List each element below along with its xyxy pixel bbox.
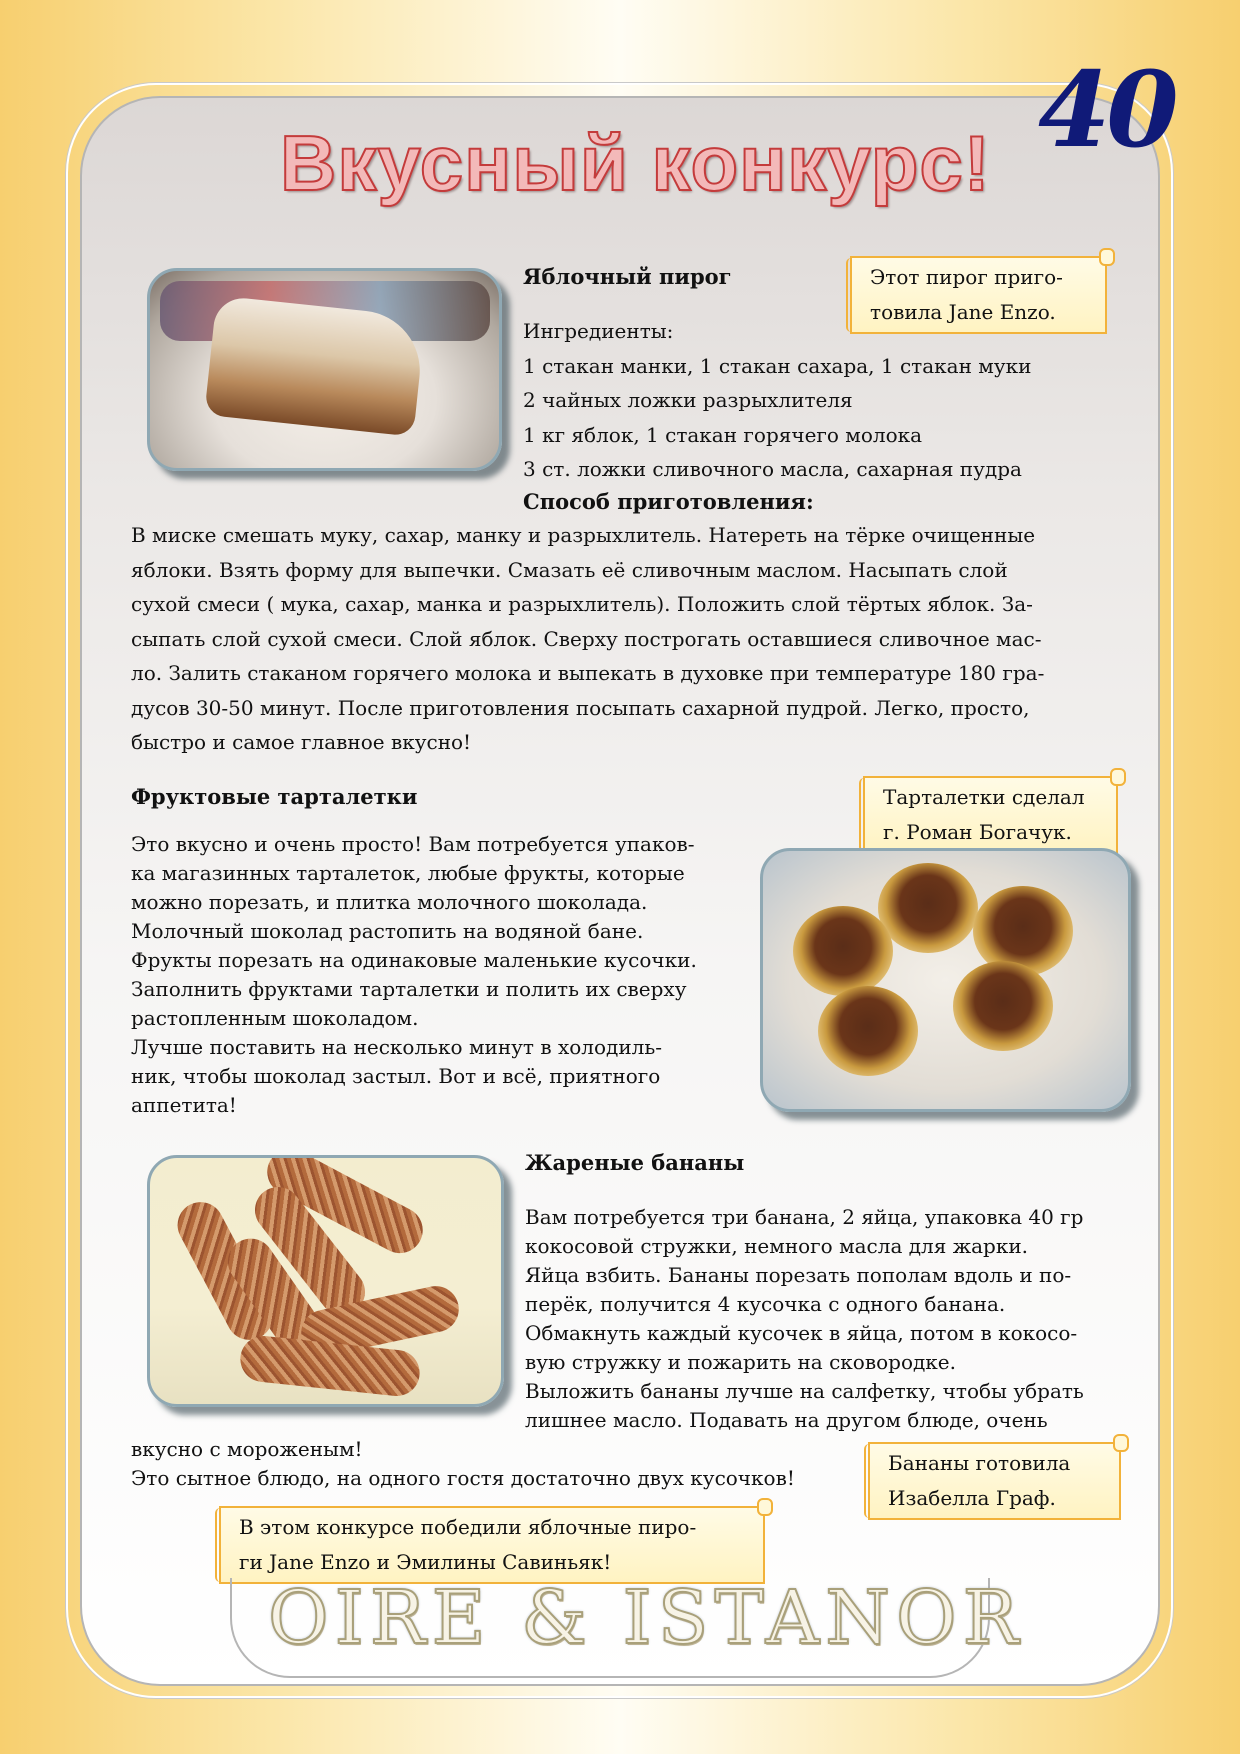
recipe1-author-note	[850, 256, 1107, 334]
note-line: В этом конкурсе победили яблочные пиро-	[239, 1515, 697, 1539]
page-title: Вкусный конкурс!	[280, 119, 991, 207]
recipe1-method	[131, 518, 1121, 760]
body-line: растопленным шоколадом.	[131, 1006, 419, 1030]
body-line: вкусно с мороженым!	[131, 1437, 363, 1461]
method-line: ло. Залить стаканом горячего молока и выпекать в духовке при температуре 180 гра-	[131, 661, 1045, 685]
page-number: 40	[1038, 48, 1175, 171]
body-line: Молочный шоколад растопить на водяной бане.	[131, 919, 644, 943]
body-line: Фрукты порезать на одинаковые маленькие кусочки.	[131, 948, 697, 972]
ingredients-line: 1 кг яблок, 1 стакан горячего молока	[523, 422, 923, 447]
note-line: ги Jane Enzo и Эмилины Савиньяк!	[239, 1550, 612, 1574]
body-line: Выложить бананы лучше на салфетку, чтобы убрать	[525, 1379, 1084, 1403]
recipe1-ingredients	[523, 314, 1031, 487]
method-line: быстро и самое главное вкусно!	[131, 730, 472, 754]
body-line: можно порезать, и плитка молочного шоколада.	[131, 890, 648, 914]
body-line: Лучше поставить на несколько минут в холодиль-	[131, 1035, 663, 1059]
body-line: вую стружку и пожарить на сковородке.	[525, 1350, 956, 1374]
ingredients-line: Ингредиенты:	[523, 319, 674, 343]
body-line: перёк, получится 4 кусочка с одного банана.	[525, 1292, 1006, 1316]
method-line: дусов 30-50 минут. После приготовления посыпать сахарной пудрой. Легко, просто,	[131, 695, 1030, 720]
ingredients-line: 2 чайных ложки разрыхлителя	[523, 388, 853, 412]
recipe2-author-note	[863, 776, 1118, 854]
body-line: Вам потребуется три банана, 2 яйца, упаковка 40 гр	[525, 1205, 1084, 1229]
body-line: Обмакнуть каждый кусочек в яйца, потом в кокосо-	[525, 1321, 1078, 1345]
recipe1-title: Яблочный пирог	[523, 264, 732, 289]
body-line: Заполнить фруктами тарталетки и полить их сверху	[131, 977, 687, 1001]
method-line: В миске смешать муку, сахар, манку и разрыхлитель. Натереть на тёрке очищенные	[131, 523, 1036, 547]
ingredients-line: 1 стакан манки, 1 стакан сахара, 1 стакан муки	[523, 353, 1032, 378]
body-line: ник, чтобы шоколад застыл. Вот и всё, приятного	[131, 1064, 661, 1088]
note-line: Тарталетки сделал	[883, 785, 1085, 809]
recipe3-body	[525, 1203, 1084, 1435]
body-line: Яйца взбить. Бананы порезать пополам вдоль и по-	[525, 1263, 1072, 1287]
recipe3-tail	[131, 1435, 795, 1493]
footer-brand-logo: OIRE & ISTANOR	[268, 1575, 1025, 1661]
method-line: сыпать слой сухой смеси. Слой яблок. Сверху построгать оставшиеся сливочное мас-	[131, 626, 1042, 651]
note-line: Этот пирог приго-	[870, 265, 1063, 289]
fried-bananas-photo	[147, 1155, 504, 1407]
tartlets-photo	[760, 848, 1131, 1112]
note-line: товила Jane Enzo.	[870, 300, 1056, 324]
apple-pie-photo	[147, 268, 502, 471]
recipe3-title: Жареные бананы	[525, 1150, 745, 1175]
recipe1-method-title: Способ приготовления:	[523, 489, 814, 514]
recipe2-title: Фруктовые тарталетки	[131, 784, 418, 809]
note-line: Бананы готовила	[888, 1451, 1071, 1475]
body-line: лишнее масло. Подавать на другом блюде, очень	[525, 1408, 1048, 1432]
body-line: Это вкусно и очень просто! Вам потребуется упаков-	[131, 832, 695, 856]
body-line: Это сытное блюдо, на одного гостя достаточно двух кусочков!	[131, 1466, 795, 1490]
winner-note	[219, 1506, 765, 1584]
ingredients-line: 3 ст. ложки сливочного масла, сахарная пудра	[523, 457, 1022, 481]
method-line: яблоки. Взять форму для выпечки. Смазать её сливочным маслом. Насыпать слой	[131, 557, 1008, 582]
body-line: кокосовой стружки, немного масла для жарки.	[525, 1234, 1029, 1258]
body-line: ка магазинных тарталеток, любые фрукты, которые	[131, 861, 685, 885]
body-line: аппетита!	[131, 1093, 237, 1117]
note-line: Изабелла Граф.	[888, 1486, 1056, 1510]
recipe2-body	[131, 830, 697, 1120]
method-line: сухой смеси ( мука, сахар, манка и разрыхлитель). Положить слой тёртых яблок. За-	[131, 592, 1033, 616]
recipe3-author-note	[868, 1442, 1121, 1520]
note-line: г. Роман Богачук.	[883, 820, 1072, 844]
